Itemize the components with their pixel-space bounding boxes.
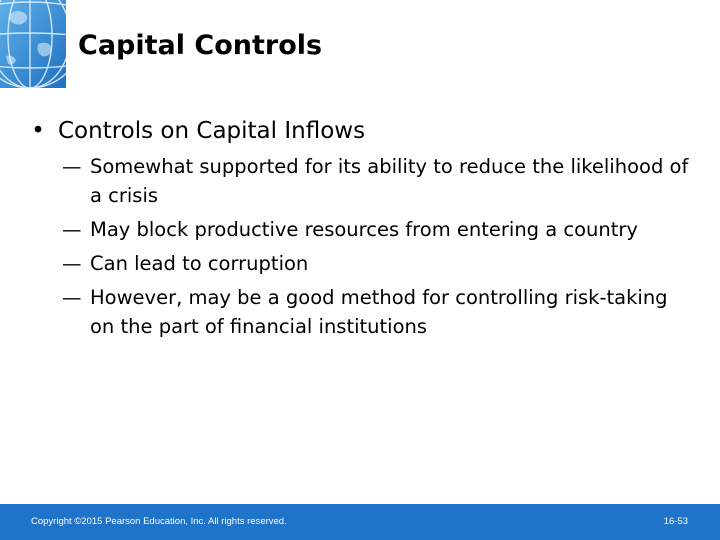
footer-bar	[0, 504, 720, 540]
dash-marker: —	[62, 218, 82, 241]
dash-marker: —	[62, 155, 82, 178]
sub-bullet-text: Somewhat supported for its ability to reduce the likelihood of a crisis	[90, 155, 689, 207]
sub-bullet-list	[28, 152, 698, 341]
sub-bullet-text: However, may be a good method for controlling risk-taking on the part of financial institutions	[90, 286, 668, 338]
slide-title: Capital Controls	[78, 30, 323, 61]
sub-bullet-item	[28, 215, 698, 244]
slide-content	[28, 114, 698, 346]
globe-icon	[0, 0, 66, 88]
bullet-text: Controls on Capital Inflows	[58, 118, 366, 144]
bullet-item	[28, 114, 698, 148]
page-number: 16-53	[663, 516, 688, 527]
sub-bullet-item	[28, 249, 698, 278]
dash-marker: —	[62, 286, 82, 309]
sub-bullet-item	[28, 283, 698, 341]
dash-marker: —	[62, 252, 82, 275]
sub-bullet-text: May block productive resources from entering a country	[90, 218, 638, 241]
copyright-notice: Copyright ©2015 Pearson Education, Inc. All rights reserved.	[31, 516, 287, 527]
sub-bullet-item	[28, 152, 698, 210]
sub-bullet-text: Can lead to corruption	[90, 252, 309, 275]
bullet-marker: •	[31, 118, 45, 144]
